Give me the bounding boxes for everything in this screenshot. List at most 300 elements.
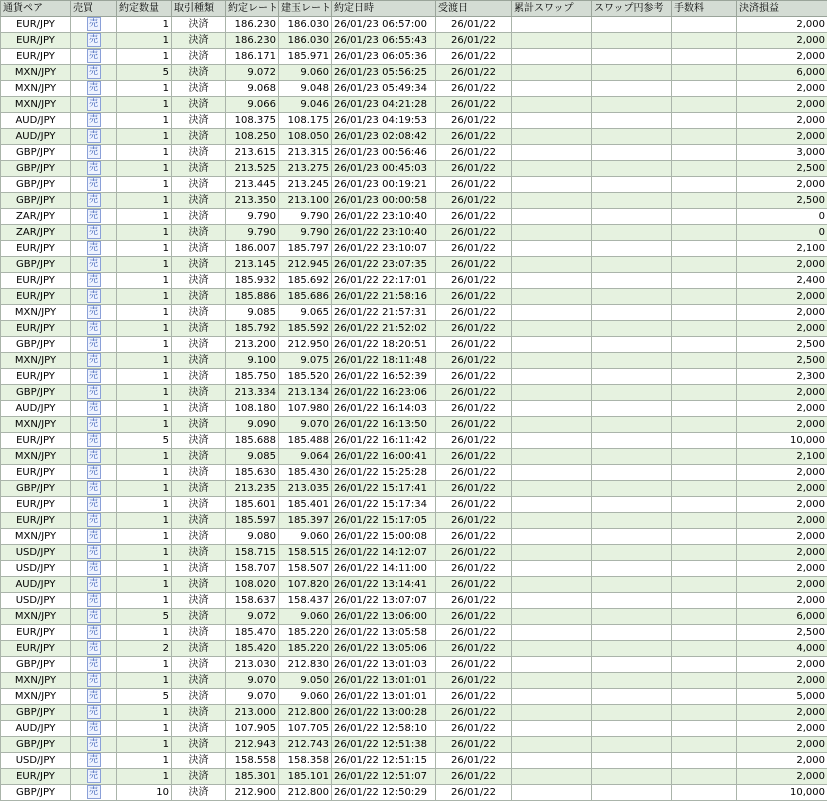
swap-yen-reference-cell <box>592 753 672 769</box>
quantity-cell: 1 <box>117 161 172 177</box>
accumulated-swap-cell <box>512 49 592 65</box>
executed-rate-cell: 185.597 <box>226 513 279 529</box>
accumulated-swap-cell <box>512 369 592 385</box>
executed-datetime-cell: 26/01/22 21:57:31 <box>332 305 436 321</box>
quantity-cell: 1 <box>117 209 172 225</box>
swap-yen-reference-cell <box>592 545 672 561</box>
position-rate-cell: 108.175 <box>279 113 332 129</box>
table-row[interactable] <box>1 785 827 801</box>
swap-yen-reference-cell <box>592 353 672 369</box>
executed-rate-cell: 9.790 <box>226 209 279 225</box>
executed-datetime-cell: 26/01/22 13:05:06 <box>332 641 436 657</box>
side-cell <box>71 193 117 209</box>
trade-type-cell: 決済 <box>172 481 226 497</box>
executed-datetime-cell: 26/01/23 04:21:28 <box>332 97 436 113</box>
column-header-position-rate[interactable]: 建玉レート <box>279 1 332 17</box>
trade-type-cell: 決済 <box>172 257 226 273</box>
swap-yen-reference-cell <box>592 33 672 49</box>
sell-badge: 売 <box>87 145 101 159</box>
trade-type-cell: 決済 <box>172 145 226 161</box>
sell-badge: 売 <box>87 161 101 175</box>
settlement-pl-cell: 2,000 <box>737 481 827 497</box>
fee-cell <box>672 513 737 529</box>
quantity-cell: 1 <box>117 193 172 209</box>
trade-type-cell: 決済 <box>172 737 226 753</box>
fee-cell <box>672 17 737 33</box>
sell-badge: 売 <box>87 689 101 703</box>
table-row[interactable] <box>1 209 827 225</box>
trade-type-cell: 決済 <box>172 545 226 561</box>
executed-datetime-cell: 26/01/22 15:17:41 <box>332 481 436 497</box>
table-row[interactable] <box>1 737 827 753</box>
settlement-date-cell: 26/01/22 <box>436 769 512 785</box>
settlement-date-cell: 26/01/22 <box>436 657 512 673</box>
side-cell <box>71 353 117 369</box>
executed-rate-cell: 213.525 <box>226 161 279 177</box>
sell-badge: 売 <box>87 337 101 351</box>
executed-datetime-cell: 26/01/22 21:52:02 <box>332 321 436 337</box>
table-row[interactable] <box>1 129 827 145</box>
accumulated-swap-cell <box>512 241 592 257</box>
accumulated-swap-cell <box>512 193 592 209</box>
settlement-pl-cell: 2,500 <box>737 193 827 209</box>
swap-yen-reference-cell <box>592 241 672 257</box>
executed-datetime-cell: 26/01/23 00:00:58 <box>332 193 436 209</box>
quantity-cell: 1 <box>117 257 172 273</box>
swap-yen-reference-cell <box>592 225 672 241</box>
executed-rate-cell: 213.615 <box>226 145 279 161</box>
sell-badge: 売 <box>87 401 101 415</box>
settlement-date-cell: 26/01/22 <box>436 625 512 641</box>
accumulated-swap-cell <box>512 785 592 801</box>
table-row[interactable] <box>1 17 827 33</box>
fee-cell <box>672 577 737 593</box>
currency-pair-cell: GBP/JPY <box>1 657 71 673</box>
executed-datetime-cell: 26/01/22 13:01:03 <box>332 657 436 673</box>
executed-datetime-cell: 26/01/22 16:13:50 <box>332 417 436 433</box>
trade-type-cell: 決済 <box>172 465 226 481</box>
settlement-date-cell: 26/01/22 <box>436 641 512 657</box>
trade-type-cell: 決済 <box>172 209 226 225</box>
table-row[interactable] <box>1 433 827 449</box>
swap-yen-reference-cell <box>592 145 672 161</box>
currency-pair-cell: EUR/JPY <box>1 33 71 49</box>
sell-badge: 売 <box>87 241 101 255</box>
table-row[interactable] <box>1 97 827 113</box>
column-header-executed-datetime[interactable]: 約定日時 <box>332 1 436 17</box>
sell-badge: 売 <box>87 561 101 575</box>
side-cell <box>71 177 117 193</box>
quantity-cell: 5 <box>117 433 172 449</box>
fee-cell <box>672 177 737 193</box>
side-cell <box>71 625 117 641</box>
fee-cell <box>672 161 737 177</box>
settlement-pl-cell: 2,000 <box>737 529 827 545</box>
table-row[interactable] <box>1 81 827 97</box>
swap-yen-reference-cell <box>592 497 672 513</box>
executed-datetime-cell: 26/01/23 05:56:25 <box>332 65 436 81</box>
table-row[interactable] <box>1 481 827 497</box>
table-row[interactable] <box>1 241 827 257</box>
executed-datetime-cell: 26/01/23 06:05:36 <box>332 49 436 65</box>
column-header-settlement-date[interactable]: 受渡日 <box>436 1 512 17</box>
accumulated-swap-cell <box>512 657 592 673</box>
position-rate-cell: 212.830 <box>279 657 332 673</box>
quantity-cell: 1 <box>117 481 172 497</box>
trade-type-cell: 決済 <box>172 593 226 609</box>
swap-yen-reference-cell <box>592 337 672 353</box>
executed-datetime-cell: 26/01/22 13:00:28 <box>332 705 436 721</box>
currency-pair-cell: GBP/JPY <box>1 705 71 721</box>
swap-yen-reference-cell <box>592 273 672 289</box>
executed-datetime-cell: 26/01/22 12:58:10 <box>332 721 436 737</box>
trade-type-cell: 決済 <box>172 385 226 401</box>
position-rate-cell: 213.245 <box>279 177 332 193</box>
executed-rate-cell: 213.030 <box>226 657 279 673</box>
executed-rate-cell: 213.200 <box>226 337 279 353</box>
settlement-pl-cell: 6,000 <box>737 65 827 81</box>
executed-rate-cell: 9.790 <box>226 225 279 241</box>
position-rate-cell: 185.401 <box>279 497 332 513</box>
executed-datetime-cell: 26/01/22 14:11:00 <box>332 561 436 577</box>
settlement-date-cell: 26/01/22 <box>436 449 512 465</box>
settlement-date-cell: 26/01/22 <box>436 545 512 561</box>
side-cell <box>71 753 117 769</box>
side-cell <box>71 273 117 289</box>
currency-pair-cell: EUR/JPY <box>1 17 71 33</box>
position-rate-cell: 213.134 <box>279 385 332 401</box>
executed-datetime-cell: 26/01/22 23:10:40 <box>332 225 436 241</box>
swap-yen-reference-cell <box>592 369 672 385</box>
accumulated-swap-cell <box>512 753 592 769</box>
column-header-quantity[interactable]: 約定数量 <box>117 1 172 17</box>
table-row[interactable] <box>1 177 827 193</box>
table-row[interactable] <box>1 305 827 321</box>
settlement-pl-cell: 2,000 <box>737 673 827 689</box>
settlement-date-cell: 26/01/22 <box>436 593 512 609</box>
accumulated-swap-cell <box>512 113 592 129</box>
swap-yen-reference-cell <box>592 193 672 209</box>
swap-yen-reference-cell <box>592 305 672 321</box>
position-rate-cell: 9.048 <box>279 81 332 97</box>
side-cell <box>71 769 117 785</box>
executed-rate-cell: 185.750 <box>226 369 279 385</box>
executed-rate-cell: 213.334 <box>226 385 279 401</box>
trade-type-cell: 決済 <box>172 193 226 209</box>
column-header-accumulated-swap[interactable]: 累計スワップ <box>512 1 592 17</box>
accumulated-swap-cell <box>512 257 592 273</box>
quantity-cell: 1 <box>117 561 172 577</box>
fee-cell <box>672 721 737 737</box>
fee-cell <box>672 337 737 353</box>
side-cell <box>71 145 117 161</box>
currency-pair-cell: MXN/JPY <box>1 529 71 545</box>
accumulated-swap-cell <box>512 225 592 241</box>
executed-rate-cell: 213.445 <box>226 177 279 193</box>
position-rate-cell: 185.101 <box>279 769 332 785</box>
position-rate-cell: 185.220 <box>279 641 332 657</box>
fee-cell <box>672 593 737 609</box>
executed-datetime-cell: 26/01/22 21:58:16 <box>332 289 436 305</box>
position-rate-cell: 107.820 <box>279 577 332 593</box>
sell-badge: 売 <box>87 449 101 463</box>
table-row[interactable] <box>1 369 827 385</box>
table-row[interactable] <box>1 193 827 209</box>
swap-yen-reference-cell <box>592 529 672 545</box>
table-row[interactable] <box>1 705 827 721</box>
executed-datetime-cell: 26/01/23 05:49:34 <box>332 81 436 97</box>
table-row[interactable] <box>1 657 827 673</box>
settlement-pl-cell: 2,000 <box>737 305 827 321</box>
table-row[interactable] <box>1 401 827 417</box>
fee-cell <box>672 657 737 673</box>
table-row[interactable] <box>1 385 827 401</box>
trade-type-cell: 決済 <box>172 689 226 705</box>
settlement-date-cell: 26/01/22 <box>436 225 512 241</box>
table-row[interactable] <box>1 273 827 289</box>
sell-badge: 売 <box>87 753 101 767</box>
executed-rate-cell: 108.250 <box>226 129 279 145</box>
quantity-cell: 5 <box>117 689 172 705</box>
column-header-settlement-pl[interactable]: 決済損益 <box>737 1 827 17</box>
table-row[interactable] <box>1 593 827 609</box>
quantity-cell: 1 <box>117 657 172 673</box>
settlement-date-cell: 26/01/22 <box>436 49 512 65</box>
accumulated-swap-cell <box>512 497 592 513</box>
currency-pair-cell: USD/JPY <box>1 561 71 577</box>
sell-badge: 売 <box>87 641 101 655</box>
accumulated-swap-cell <box>512 577 592 593</box>
executed-rate-cell: 213.000 <box>226 705 279 721</box>
executed-rate-cell: 9.070 <box>226 673 279 689</box>
executed-datetime-cell: 26/01/22 15:17:05 <box>332 513 436 529</box>
accumulated-swap-cell <box>512 529 592 545</box>
sell-badge: 売 <box>87 513 101 527</box>
executed-rate-cell: 158.558 <box>226 753 279 769</box>
executed-datetime-cell: 26/01/22 23:10:07 <box>332 241 436 257</box>
settlement-date-cell: 26/01/22 <box>436 465 512 481</box>
accumulated-swap-cell <box>512 353 592 369</box>
fee-cell <box>672 385 737 401</box>
fee-cell <box>672 737 737 753</box>
column-header-executed-rate[interactable]: 約定レート <box>226 1 279 17</box>
table-row[interactable] <box>1 321 827 337</box>
table-row[interactable] <box>1 513 827 529</box>
column-header-fee[interactable]: 手数料 <box>672 1 737 17</box>
table-row[interactable] <box>1 689 827 705</box>
table-row[interactable] <box>1 225 827 241</box>
settlement-date-cell: 26/01/22 <box>436 673 512 689</box>
side-cell <box>71 545 117 561</box>
side-cell <box>71 657 117 673</box>
currency-pair-cell: AUD/JPY <box>1 113 71 129</box>
table-row[interactable] <box>1 337 827 353</box>
table-row[interactable] <box>1 257 827 273</box>
accumulated-swap-cell <box>512 545 592 561</box>
sell-badge: 売 <box>87 785 101 799</box>
settlement-date-cell: 26/01/22 <box>436 785 512 801</box>
currency-pair-cell: MXN/JPY <box>1 353 71 369</box>
sell-badge: 売 <box>87 481 101 495</box>
side-cell <box>71 97 117 113</box>
accumulated-swap-cell <box>512 209 592 225</box>
fee-cell <box>672 49 737 65</box>
table-row[interactable] <box>1 497 827 513</box>
currency-pair-cell: EUR/JPY <box>1 513 71 529</box>
settlement-pl-cell: 2,000 <box>737 321 827 337</box>
column-header-pair[interactable]: 通貨ペア <box>1 1 71 17</box>
position-rate-cell: 9.070 <box>279 417 332 433</box>
swap-yen-reference-cell <box>592 417 672 433</box>
trade-type-cell: 決済 <box>172 353 226 369</box>
table-row[interactable] <box>1 641 827 657</box>
swap-yen-reference-cell <box>592 433 672 449</box>
quantity-cell: 5 <box>117 65 172 81</box>
settlement-pl-cell: 2,000 <box>737 17 827 33</box>
side-cell <box>71 785 117 801</box>
table-row[interactable] <box>1 289 827 305</box>
table-row[interactable] <box>1 609 827 625</box>
quantity-cell: 1 <box>117 113 172 129</box>
settlement-date-cell: 26/01/22 <box>436 433 512 449</box>
settlement-pl-cell: 2,000 <box>737 721 827 737</box>
trade-type-cell: 決済 <box>172 321 226 337</box>
table-row[interactable] <box>1 529 827 545</box>
executed-datetime-cell: 26/01/22 13:01:01 <box>332 673 436 689</box>
table-row[interactable] <box>1 561 827 577</box>
accumulated-swap-cell <box>512 177 592 193</box>
accumulated-swap-cell <box>512 321 592 337</box>
column-header-trade-type[interactable]: 取引種類 <box>172 1 226 17</box>
position-rate-cell: 107.705 <box>279 721 332 737</box>
table-row[interactable] <box>1 465 827 481</box>
column-header-swap-yen-reference[interactable]: スワップ円参考 <box>592 1 672 17</box>
trade-type-cell: 決済 <box>172 721 226 737</box>
executed-datetime-cell: 26/01/23 04:19:53 <box>332 113 436 129</box>
trade-type-cell: 決済 <box>172 785 226 801</box>
table-row[interactable] <box>1 449 827 465</box>
fee-cell <box>672 465 737 481</box>
settlement-pl-cell: 2,000 <box>737 465 827 481</box>
executed-rate-cell: 185.792 <box>226 321 279 337</box>
side-cell <box>71 241 117 257</box>
column-header-side[interactable]: 売買 <box>71 1 117 17</box>
side-cell <box>71 33 117 49</box>
table-row[interactable] <box>1 353 827 369</box>
side-cell <box>71 225 117 241</box>
table-row[interactable] <box>1 721 827 737</box>
swap-yen-reference-cell <box>592 65 672 81</box>
position-rate-cell: 185.592 <box>279 321 332 337</box>
position-rate-cell: 185.971 <box>279 49 332 65</box>
table-row[interactable] <box>1 673 827 689</box>
fee-cell <box>672 609 737 625</box>
settlement-pl-cell: 2,000 <box>737 385 827 401</box>
side-cell <box>71 321 117 337</box>
table-row[interactable] <box>1 113 827 129</box>
table-row[interactable] <box>1 753 827 769</box>
table-row[interactable] <box>1 161 827 177</box>
side-cell <box>71 737 117 753</box>
side-cell <box>71 641 117 657</box>
currency-pair-cell: AUD/JPY <box>1 401 71 417</box>
quantity-cell: 1 <box>117 721 172 737</box>
position-rate-cell: 9.046 <box>279 97 332 113</box>
fee-cell <box>672 129 737 145</box>
currency-pair-cell: EUR/JPY <box>1 465 71 481</box>
quantity-cell: 1 <box>117 129 172 145</box>
position-rate-cell: 185.220 <box>279 625 332 641</box>
table-row[interactable] <box>1 625 827 641</box>
settlement-date-cell: 26/01/22 <box>436 257 512 273</box>
position-rate-cell: 185.520 <box>279 369 332 385</box>
settlement-date-cell: 26/01/22 <box>436 289 512 305</box>
position-rate-cell: 158.437 <box>279 593 332 609</box>
swap-yen-reference-cell <box>592 385 672 401</box>
accumulated-swap-cell <box>512 769 592 785</box>
table-row[interactable] <box>1 769 827 785</box>
quantity-cell: 1 <box>117 385 172 401</box>
table-row[interactable] <box>1 49 827 65</box>
executed-rate-cell: 9.100 <box>226 353 279 369</box>
settlement-pl-cell: 2,000 <box>737 113 827 129</box>
swap-yen-reference-cell <box>592 465 672 481</box>
table-row[interactable] <box>1 65 827 81</box>
quantity-cell: 1 <box>117 625 172 641</box>
trade-type-cell: 決済 <box>172 177 226 193</box>
executed-datetime-cell: 26/01/23 00:56:46 <box>332 145 436 161</box>
side-cell <box>71 369 117 385</box>
trade-type-cell: 決済 <box>172 49 226 65</box>
table-row[interactable] <box>1 577 827 593</box>
swap-yen-reference-cell <box>592 593 672 609</box>
settlement-date-cell: 26/01/22 <box>436 497 512 513</box>
settlement-date-cell: 26/01/22 <box>436 401 512 417</box>
sell-badge: 売 <box>87 289 101 303</box>
position-rate-cell: 212.743 <box>279 737 332 753</box>
fee-cell <box>672 449 737 465</box>
swap-yen-reference-cell <box>592 129 672 145</box>
executed-rate-cell: 212.900 <box>226 785 279 801</box>
settlement-date-cell: 26/01/22 <box>436 561 512 577</box>
side-cell <box>71 609 117 625</box>
table-row[interactable] <box>1 417 827 433</box>
sell-badge: 売 <box>87 545 101 559</box>
settlement-date-cell: 26/01/22 <box>436 481 512 497</box>
quantity-cell: 1 <box>117 369 172 385</box>
position-rate-cell: 213.100 <box>279 193 332 209</box>
settlement-date-cell: 26/01/22 <box>436 113 512 129</box>
table-row[interactable] <box>1 545 827 561</box>
header-row <box>1 1 827 17</box>
settlement-pl-cell: 2,500 <box>737 337 827 353</box>
position-rate-cell: 9.060 <box>279 609 332 625</box>
table-row[interactable] <box>1 33 827 49</box>
fee-cell <box>672 273 737 289</box>
position-rate-cell: 158.507 <box>279 561 332 577</box>
table-row[interactable] <box>1 145 827 161</box>
fee-cell <box>672 753 737 769</box>
executed-datetime-cell: 26/01/23 00:45:03 <box>332 161 436 177</box>
currency-pair-cell: GBP/JPY <box>1 177 71 193</box>
quantity-cell: 2 <box>117 641 172 657</box>
sell-badge: 売 <box>87 177 101 191</box>
sell-badge: 売 <box>87 353 101 367</box>
executed-datetime-cell: 26/01/22 12:51:07 <box>332 769 436 785</box>
currency-pair-cell: EUR/JPY <box>1 289 71 305</box>
swap-yen-reference-cell <box>592 561 672 577</box>
executed-rate-cell: 185.470 <box>226 625 279 641</box>
